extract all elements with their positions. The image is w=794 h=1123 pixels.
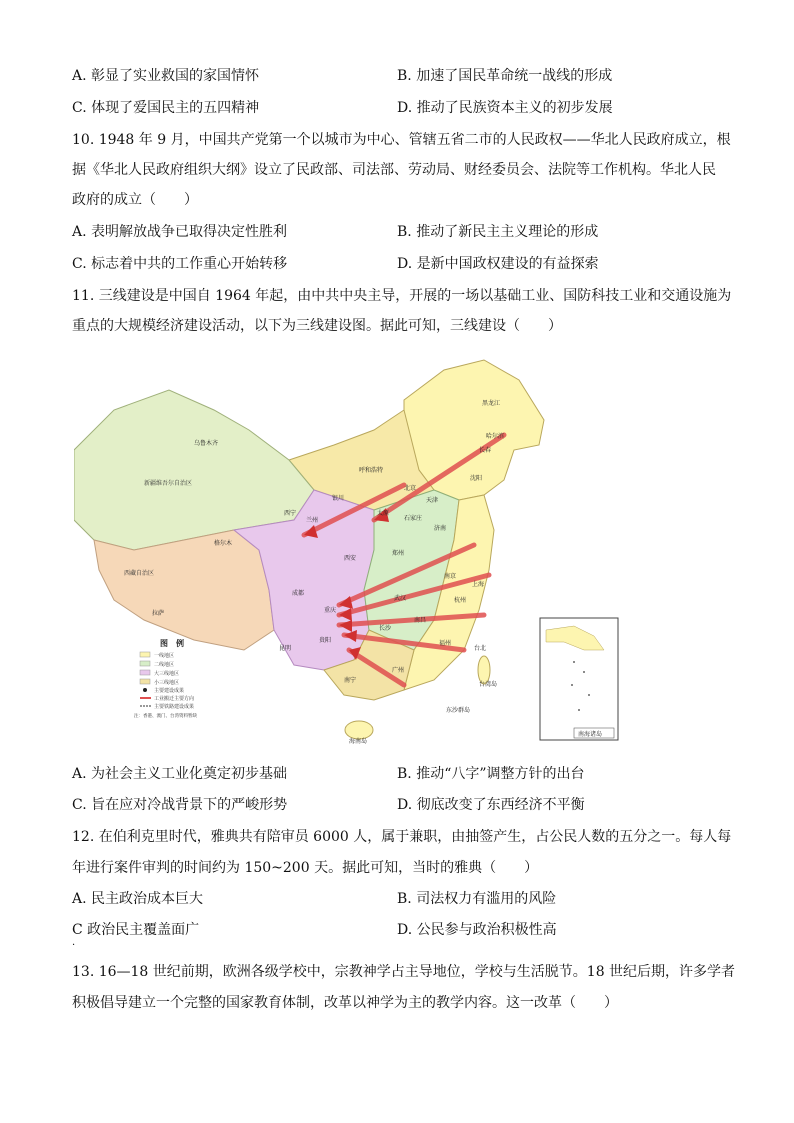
city-guangzhou: 广州 (392, 667, 405, 674)
q12-option-c: C 政治民主覆盖面广 (72, 922, 200, 938)
legend-item-5: 主要建设成果 (154, 688, 185, 694)
q9-option-b: B. 加速了国民革命统一战线的形成 (397, 68, 613, 84)
q11-option-a: A. 为社会主义工业化奠定初步基础 (72, 766, 288, 782)
legend-item-2: 二线地区 (154, 662, 175, 668)
city-nanjing: 南京 (444, 573, 457, 580)
city-fuzhou: 福州 (439, 640, 452, 647)
city-guiyang: 贵阳 (319, 637, 332, 644)
third-front-construction-map (74, 350, 624, 744)
q11-option-d: D. 彻底改变了东西经济不平衡 (397, 797, 585, 813)
city-kunming: 昆明 (279, 645, 292, 652)
inset-island-dot-3 (571, 684, 573, 686)
label-hainan-island: 海南岛 (349, 738, 368, 744)
city-shanghai: 上海 (472, 581, 485, 588)
city-taiyuan: 太原 (377, 510, 390, 517)
region-label-heilongjiang: 黑龙江 (482, 400, 501, 407)
city-urumqi: 乌鲁木齐 (194, 440, 219, 447)
city-changchun: 长春 (479, 447, 492, 454)
q10-option-b: B. 推动了新民主主义理论的形成 (397, 224, 599, 240)
q9-option-c: C. 体现了爱国民主的五四精神 (72, 100, 260, 116)
taiwan-island (478, 656, 490, 684)
city-nanning: 南宁 (344, 677, 357, 684)
legend-item-3: 大三线地区 (154, 671, 180, 677)
south-china-sea-inset (540, 618, 618, 740)
city-xian: 西安 (344, 555, 357, 562)
city-shijiazhuang: 石家庄 (404, 515, 423, 522)
city-hangzhou: 杭州 (454, 597, 467, 604)
map-svg (74, 350, 624, 744)
legend-note: 注：香港、澳门、台湾资料暂缺 (134, 714, 197, 719)
q10-option-c: C. 标志着中共的工作重心开始转移 (72, 256, 288, 272)
city-jinan: 济南 (434, 525, 447, 532)
city-golmud: 格尔木 (214, 540, 233, 547)
stray-dot-mark: · (72, 940, 76, 951)
hainan-island (345, 721, 373, 739)
inset-label: 南海诸岛 (578, 731, 603, 738)
inset-island-dot-5 (578, 709, 580, 711)
city-changsha: 长沙 (379, 625, 392, 632)
q11-option-b: B. 推动“八字”调整方针的出台 (397, 766, 585, 782)
q12-option-a: A. 民主政治成本巨大 (72, 891, 204, 907)
q13-stem-line-2: 积极倡导建立一个完整的国家教育体制，改革以神学为主的教学内容。这一改革（ ） (72, 995, 618, 1011)
region-label-tibet: 西藏自治区 (124, 570, 155, 577)
region-label-xinjiang: 新疆维吾尔自治区 (144, 480, 193, 487)
q12-option-d: D. 公民参与政治积极性高 (397, 922, 557, 938)
q13-stem-line-1: 13. 16—18 世纪前期，欧洲各级学校中，宗教神学占主导地位，学校与生活脱节。18 世纪后期，许多学者 (72, 964, 736, 980)
city-wuhan: 武汉 (394, 595, 407, 602)
q12-stem-line-1: 12. 在伯利克里时代，雅典共有陪审员 6000 人，属于兼职，由抽签产生，占公民人数的五分之一。每人每 (72, 829, 732, 845)
q12-stem-line-2: 年进行案件审判的时间约为 150~200 天。据此可知，当时的雅典（ ） (72, 860, 539, 876)
legend-title: 图 例 (160, 639, 184, 648)
legend-swatch-first-line (140, 652, 150, 657)
legend-item-7: 主要铁路建设成果 (154, 704, 195, 710)
city-chengdu: 成都 (292, 590, 305, 597)
city-lhasa: 拉萨 (152, 610, 165, 617)
inset-island-dot-4 (588, 694, 590, 696)
city-harbin: 哈尔滨 (486, 433, 505, 440)
label-dongsha-islands: 东沙群岛 (446, 707, 471, 714)
city-shenyang: 沈阳 (470, 475, 483, 482)
inset-island-dot-1 (573, 661, 575, 663)
city-chongqing: 重庆 (324, 607, 337, 614)
city-lanzhou: 兰州 (306, 517, 319, 524)
legend-item-1: 一线地区 (154, 653, 175, 659)
q9-option-a: A. 彰显了实业救国的家国情怀 (72, 68, 260, 84)
city-zhengzhou: 郑州 (392, 550, 405, 557)
legend-swatch-small-third-line (140, 679, 150, 684)
legend-swatch-second-line (140, 661, 150, 666)
q11-stem-line-2: 重点的大规模经济建设活动，以下为三线建设图。据此可知，三线建设（ ） (72, 318, 562, 334)
city-beijing: 北京 (404, 485, 417, 492)
q10-option-d: D. 是新中国政权建设的有益探索 (397, 256, 599, 272)
q11-stem-line-1: 11. 三线建设是中国自 1964 年起，由中共中央主导，开展的一场以基础工业、国防科技工业和交通设施为 (72, 288, 732, 304)
q10-stem-line-3: 政府的成立（ ） (72, 192, 198, 208)
legend-item-4: 小三线地区 (154, 680, 180, 686)
legend-swatch-big-third-line (140, 670, 150, 675)
inset-island-dot-2 (583, 671, 585, 673)
legend-item-6: 工业搬迁主要方向 (154, 696, 195, 702)
city-xining: 西宁 (284, 510, 297, 517)
q9-option-d: D. 推动了民族资本主义的初步发展 (397, 100, 613, 116)
city-taipei: 台北 (474, 645, 487, 652)
label-taiwan-island: 台湾岛 (479, 681, 498, 688)
q10-stem-line-1: 10. 1948 年 9 月，中国共产党第一个以城市为中心、管辖五省二市的人民政权——华北人民政府成立，根 (72, 132, 731, 148)
city-tianjin: 天津 (426, 497, 439, 504)
q10-stem-line-2: 据《华北人民政府组织大纲》设立了民政部、司法部、劳动局、财经委员会、法院等工作机构。华北人民 (72, 162, 716, 178)
city-hohhot: 呼和浩特 (359, 467, 384, 474)
legend-dot-icon (143, 688, 147, 692)
city-yinchuan: 银川 (332, 495, 345, 502)
q11-option-c: C. 旨在应对冷战背景下的严峻形势 (72, 797, 288, 813)
city-nanchang: 南昌 (414, 617, 427, 624)
q12-option-b: B. 司法权力有滥用的风险 (397, 891, 557, 907)
q10-option-a: A. 表明解放战争已取得决定性胜利 (72, 224, 288, 240)
